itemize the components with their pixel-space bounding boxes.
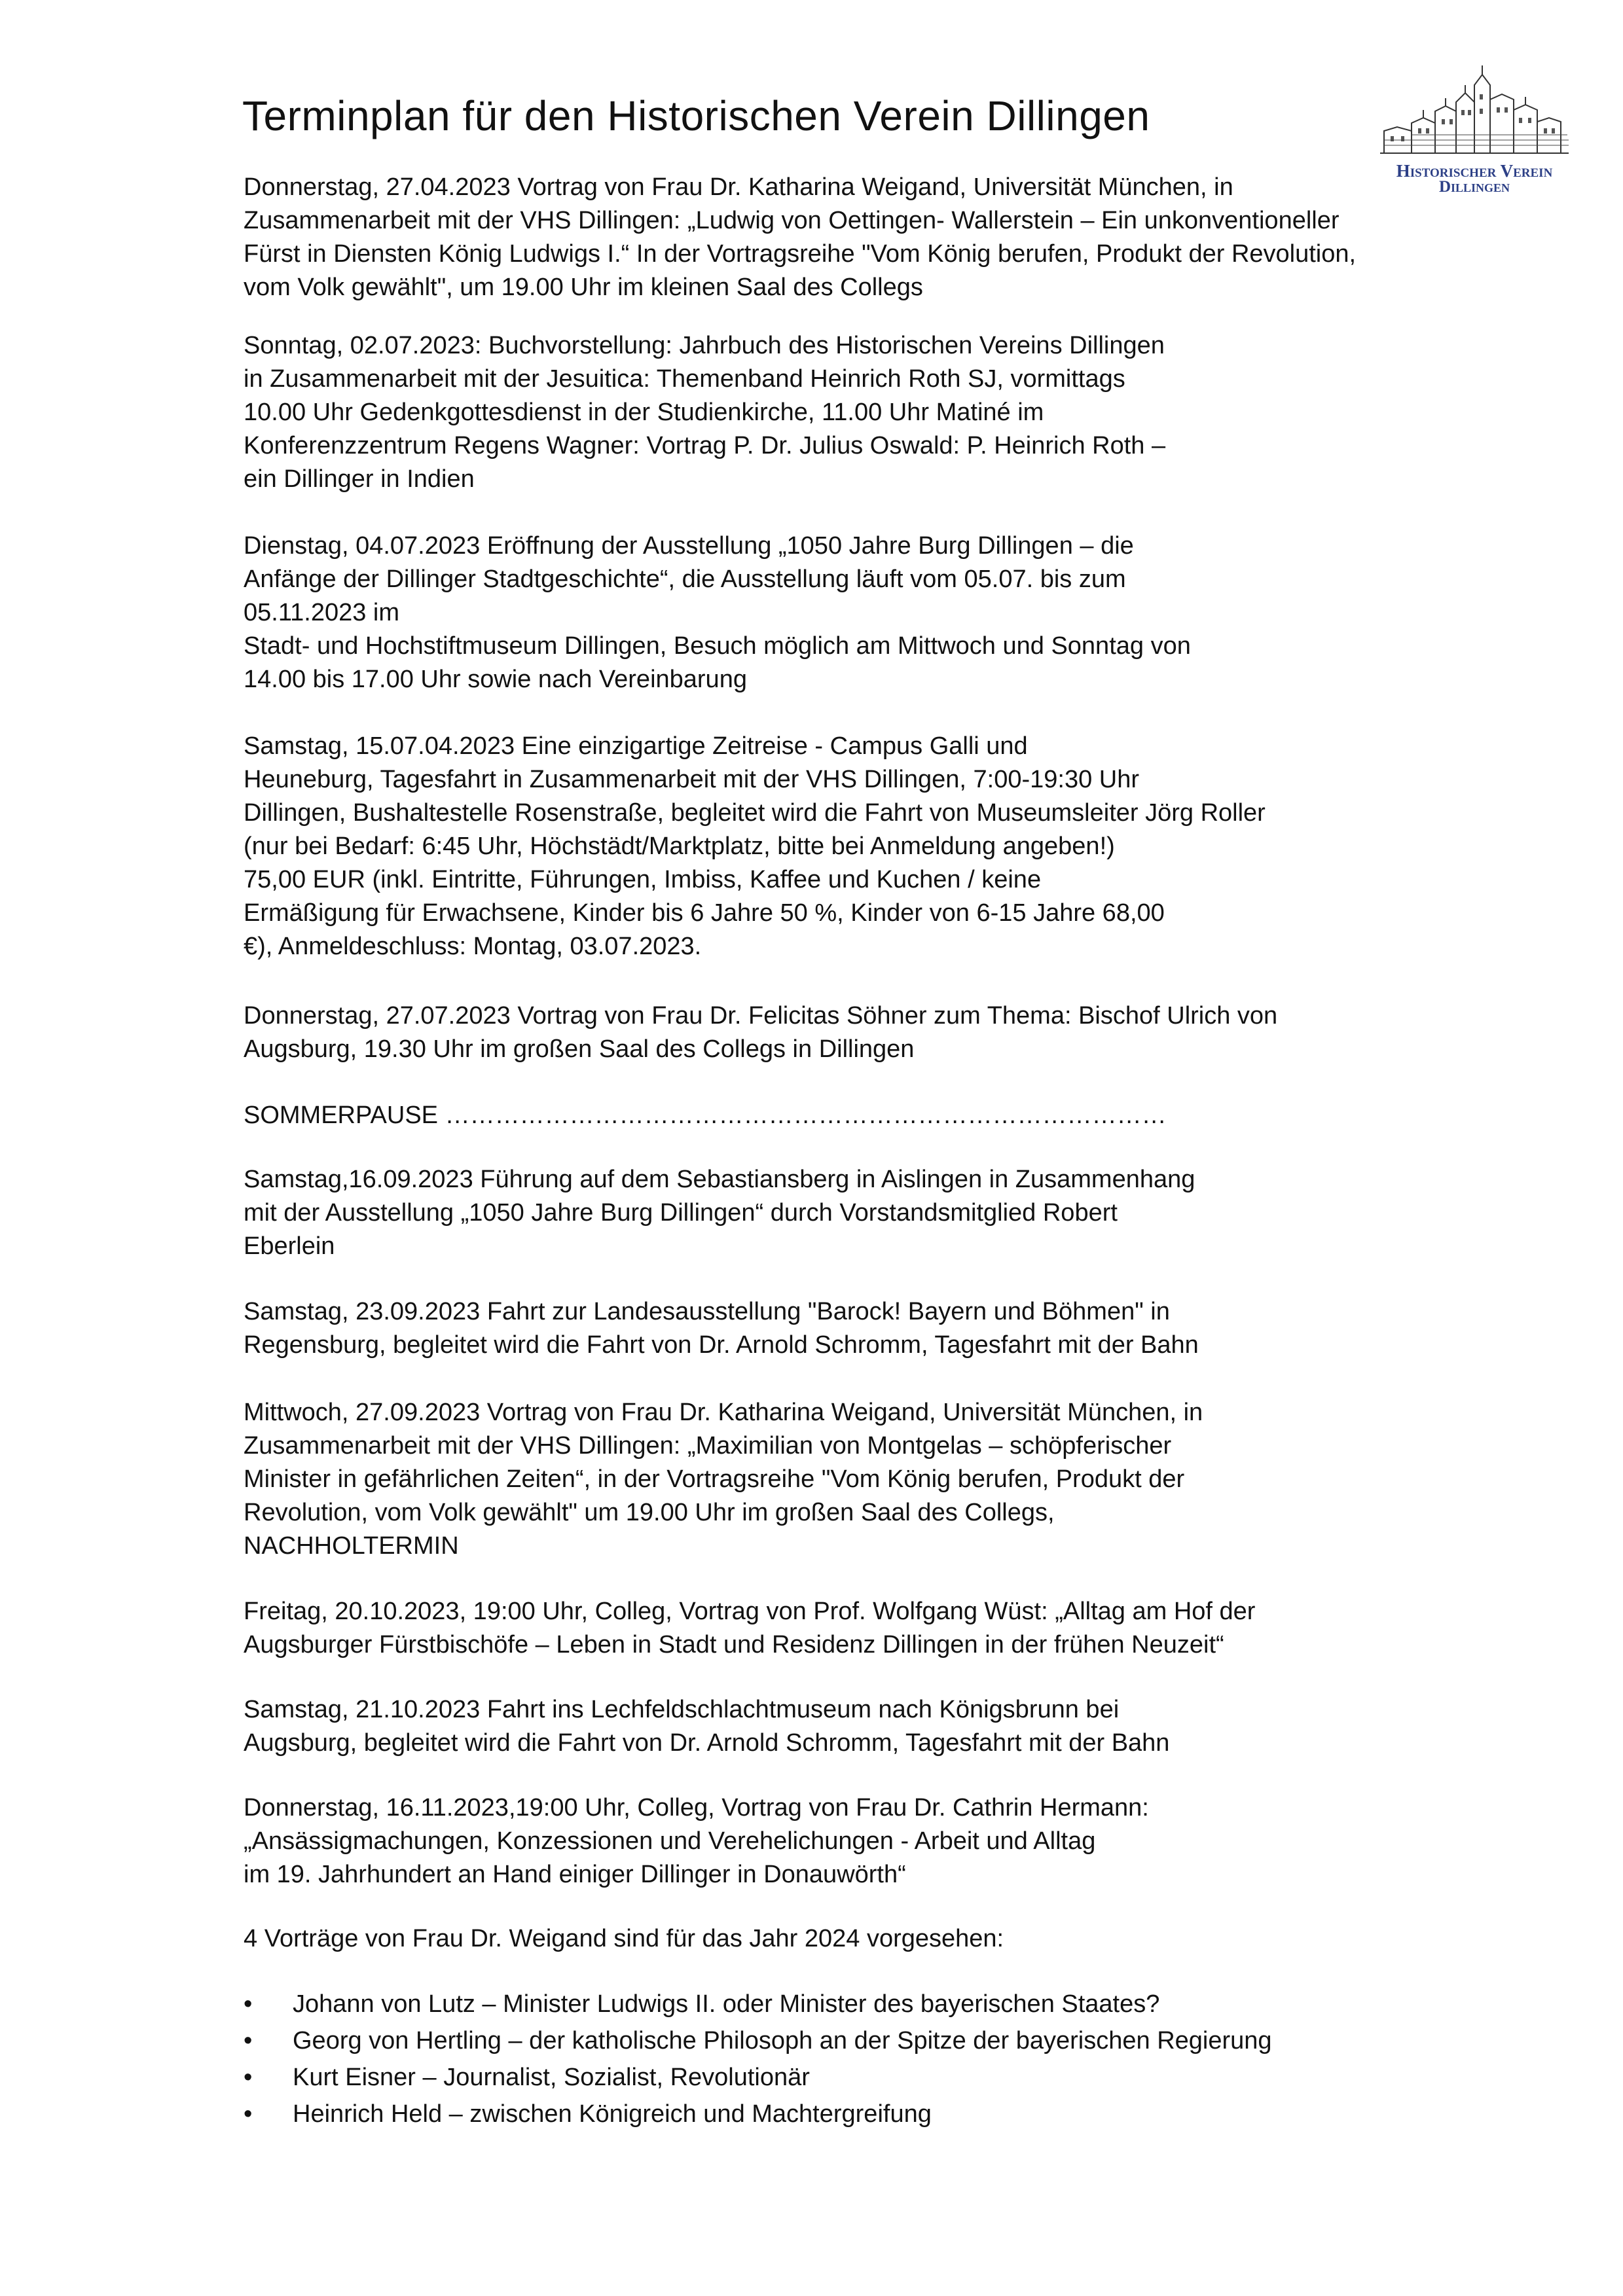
logo-text-line2: Dillingen bbox=[1438, 178, 1510, 196]
event-text-line: 75,00 EUR (inkl. Eintritte, Führungen, Imbiss, Kaffee und Kuchen / keine bbox=[244, 866, 1042, 893]
event-text-line: Zusammenarbeit mit der VHS Dillingen: „Maximilian von Montgelas – schöpferischer bbox=[244, 1432, 1172, 1460]
event-text-line: Minister in gefährlichen Zeiten“, in der Vortragsreihe "Vom König berufen, Produkt der bbox=[244, 1465, 1185, 1493]
event-text-line: ein Dillinger in Indien bbox=[244, 465, 475, 493]
logo bbox=[1377, 63, 1571, 200]
event-text-line: 4 Vorträge von Frau Dr. Weigand sind für das Jahr 2024 vorgesehen: bbox=[244, 1925, 1004, 1952]
event-text-line: Augsburger Fürstbischöfe – Leben in Stadt und Residenz Dillingen in der frühen Neuzeit“ bbox=[244, 1631, 1224, 1659]
event-text-line: Sonntag, 02.07.2023: Buchvorstellung: Jahrbuch des Historischen Vereins Dillingen bbox=[244, 332, 1165, 359]
event-text-line: Zusammenarbeit mit der VHS Dillingen: „Ludwig von Oettingen- Wallerstein – Ein unkonventioneller bbox=[244, 207, 1340, 234]
event-text-line: Donnerstag, 27.04.2023 Vortrag von Frau Dr. Katharina Weigand, Universität München, in bbox=[244, 173, 1233, 201]
logo-text-line1: Historischer Verein bbox=[1396, 161, 1553, 181]
bullet-icon: • bbox=[244, 2100, 253, 2128]
event-text-line: Donnerstag, 27.07.2023 Vortrag von Frau Dr. Felicitas Söhner zum Thema: Bischof Ulrich von bbox=[244, 1002, 1278, 1030]
event-text-line: 14.00 bis 17.00 Uhr sowie nach Vereinbarung bbox=[244, 666, 747, 693]
event-text-line: 10.00 Uhr Gedenkgottesdienst in der Studienkirche, 11.00 Uhr Matiné im bbox=[244, 399, 1044, 426]
event-text-line: Samstag,16.09.2023 Führung auf dem Sebastiansberg in Aislingen in Zusammenhang bbox=[244, 1166, 1195, 1193]
event-text-line: Ermäßigung für Erwachsene, Kinder bis 6 Jahre 50 %, Kinder von 6-15 Jahre 68,00 bbox=[244, 899, 1165, 927]
bullet-icon: • bbox=[244, 1990, 253, 2018]
event-text-line: in Zusammenarbeit mit der Jesuitica: Themenband Heinrich Roth SJ, vormittags bbox=[244, 365, 1125, 393]
list-item-text: Heinrich Held – zwischen Königreich und Machtergreifung bbox=[293, 2100, 932, 2128]
event-text-line: Freitag, 20.10.2023, 19:00 Uhr, Colleg, Vortrag von Prof. Wolfgang Wüst: „Alltag am Hof der bbox=[244, 1598, 1256, 1625]
event-text-line: Samstag, 23.09.2023 Fahrt zur Landesausstellung "Barock! Bayern und Böhmen" in bbox=[244, 1298, 1170, 1325]
event-text-line: Augsburg, 19.30 Uhr im großen Saal des Collegs in Dillingen bbox=[244, 1035, 915, 1063]
event-text-line: Anfänge der Dillinger Stadtgeschichte“, die Ausstellung läuft vom 05.07. bis zum bbox=[244, 565, 1126, 593]
event-text-line: €), Anmeldeschluss: Montag, 03.07.2023. bbox=[244, 933, 702, 960]
event-text-line: im 19. Jahrhundert an Hand einiger Dillinger in Donauwörth“ bbox=[244, 1861, 906, 1888]
event-text-line: mit der Ausstellung „1050 Jahre Burg Dillingen“ durch Vorstandsmitglied Robert bbox=[244, 1199, 1118, 1227]
castle-drawing-icon bbox=[1377, 63, 1571, 161]
event-text-line: Samstag, 21.10.2023 Fahrt ins Lechfeldschlachtmuseum nach Königsbrunn bei bbox=[244, 1696, 1120, 1723]
event-text-line: Fürst in Diensten König Ludwigs I.“ In der Vortragsreihe "Vom König berufen, Produkt der Revolution, bbox=[244, 240, 1357, 268]
page-title: Terminplan für den Historischen Verein Dillingen bbox=[242, 92, 1150, 139]
event-text-line: Heuneburg, Tagesfahrt in Zusammenarbeit mit der VHS Dillingen, 7:00-19:30 Uhr bbox=[244, 766, 1139, 793]
event-text-line: Eberlein bbox=[244, 1232, 335, 1260]
event-text-line: NACHHOLTERMIN bbox=[244, 1532, 459, 1560]
event-text-line: Stadt- und Hochstiftmuseum Dillingen, Besuch möglich am Mittwoch und Sonntag von bbox=[244, 632, 1191, 660]
event-text-line: Dillingen, Bushaltestelle Rosenstraße, begleitet wird die Fahrt von Museumsleiter Jörg Roller bbox=[244, 799, 1266, 827]
event-text-line: SOMMERPAUSE …………………………………………………………………………… bbox=[244, 1102, 1167, 1129]
bullet-icon: • bbox=[244, 2064, 253, 2091]
list-item-text: Georg von Hertling – der katholische Philosoph an der Spitze der bayerischen Regierung bbox=[293, 2027, 1272, 2054]
event-text-line: Augsburg, begleitet wird die Fahrt von Dr. Arnold Schromm, Tagesfahrt mit der Bahn bbox=[244, 1729, 1170, 1757]
event-text-line: Konferenzzentrum Regens Wagner: Vortrag P. Dr. Julius Oswald: P. Heinrich Roth – bbox=[244, 432, 1166, 459]
event-text-line: Mittwoch, 27.09.2023 Vortrag von Frau Dr. Katharina Weigand, Universität München, in bbox=[244, 1399, 1203, 1426]
list-item-text: Johann von Lutz – Minister Ludwigs II. oder Minister des bayerischen Staates? bbox=[293, 1990, 1160, 2018]
event-text-line: Regensburg, begleitet wird die Fahrt von Dr. Arnold Schromm, Tagesfahrt mit der Bahn bbox=[244, 1331, 1199, 1359]
event-text-line: „Ansässigmachungen, Konzessionen und Verehelichungen - Arbeit und Alltag bbox=[244, 1827, 1096, 1855]
event-text-line: Samstag, 15.07.04.2023 Eine einzigartige Zeitreise - Campus Galli und bbox=[244, 732, 1028, 760]
event-text-line: (nur bei Bedarf: 6:45 Uhr, Höchstädt/Marktplatz, bitte bei Anmeldung angeben!) bbox=[244, 833, 1115, 860]
event-text-line: Donnerstag, 16.11.2023,19:00 Uhr, Colleg, Vortrag von Frau Dr. Cathrin Hermann: bbox=[244, 1794, 1149, 1821]
bullet-icon: • bbox=[244, 2027, 253, 2054]
list-item-text: Kurt Eisner – Journalist, Sozialist, Revolutionär bbox=[293, 2064, 810, 2091]
event-text-line: Revolution, vom Volk gewählt" um 19.00 Uhr im großen Saal des Collegs, bbox=[244, 1499, 1055, 1526]
event-text-line: 05.11.2023 im bbox=[244, 599, 400, 626]
event-text-line: vom Volk gewählt", um 19.00 Uhr im kleinen Saal des Collegs bbox=[244, 274, 923, 301]
event-text-line: Dienstag, 04.07.2023 Eröffnung der Ausstellung „1050 Jahre Burg Dillingen – die bbox=[244, 532, 1134, 560]
